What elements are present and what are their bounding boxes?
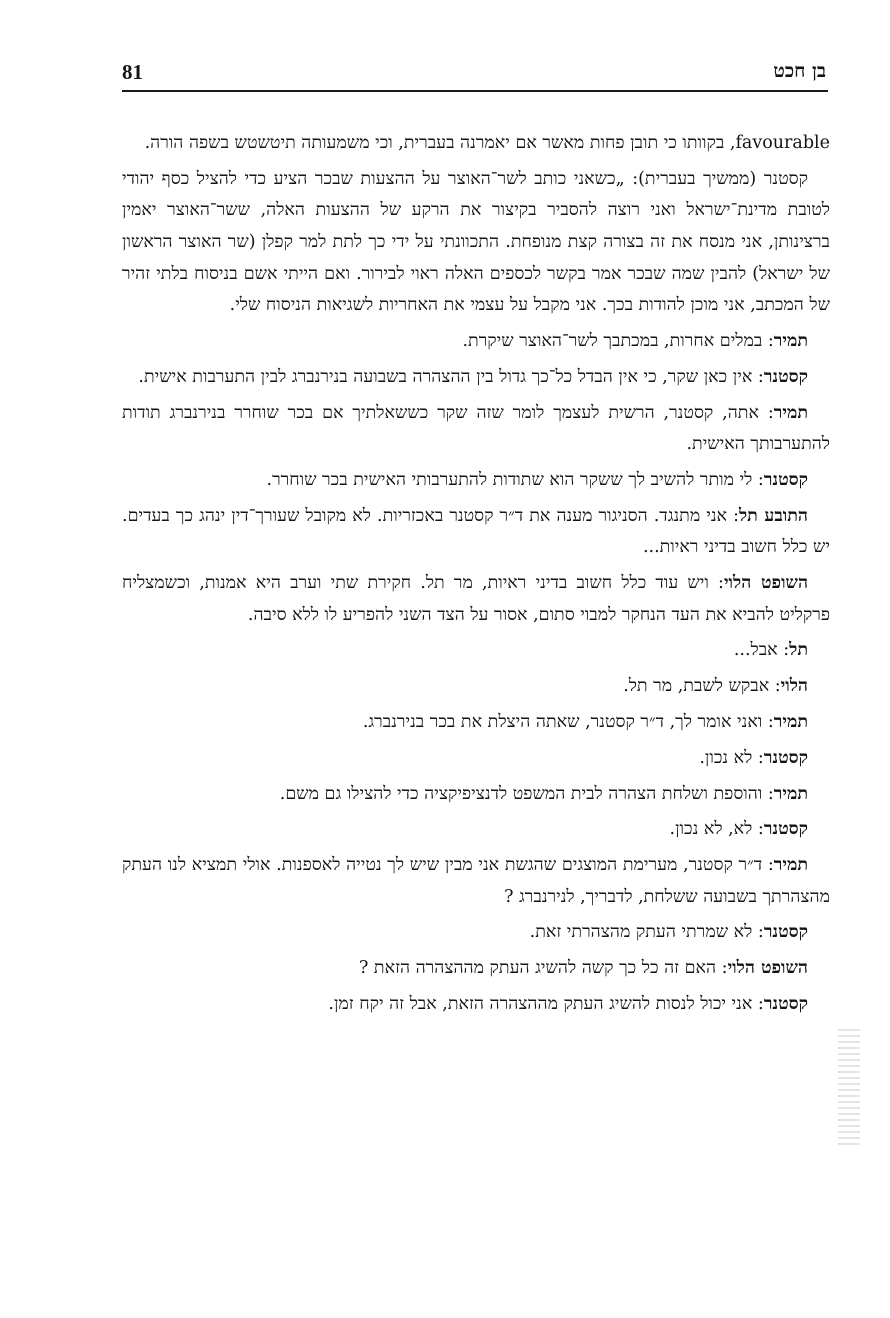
paragraph-9 [122,635,830,667]
paragraph-7 [122,501,830,564]
speaker-name: הלוי [780,676,808,697]
paragraph-text: : אני יכול לנסות להשיג העתק מההצהרה הזאת, אבל זה יקח זמן. [328,994,764,1015]
page-header [122,50,828,90]
speaker-name: קסטנר [763,922,808,943]
paragraph-2 [122,164,830,322]
paragraph-15 [122,850,830,913]
speaker-name: קסטנר [763,469,808,490]
paragraph-text: (ממשיך בעברית): „כשאני כותב לשר־האוצר על ההצעות שבכר הציע כדי להציל כסף יהודי לטובת מדינת־ישראל ואני רוצה להסביר בקיצור את הרקע של ההצעות האלה, ששר־האוצר יאמין ברצינותן, אני מנסח את זה בצורה קצת מנופחת. התכוונתי על ידי כך לתת למר קפלן (שר האוצר הראשון של ישראל) להבין שמה שבכר אמר בקשר לכספים האלה ראוי לבירור. ואם הייתי אשם בניסוח בלתי זהיר של המכתב, אני מוכן להודות בכך. אני מקבל על עצמי את האחריות לשגיאות הניסוח שלי. [122,168,830,316]
paragraph-18 [122,989,830,1021]
page-number: 81 [122,60,143,84]
paragraph-text: : לי מותר להשיב לך ששקר הוא שתודות להתערבותי האישית בכר שוחרר. [266,469,764,490]
speaker-name: קסטנר [763,366,808,387]
speaker-name: תמיר [773,330,808,351]
paragraph-4 [122,362,830,394]
scan-margin-mark [838,1025,860,1145]
speaker-name: קסטנר [763,994,808,1015]
paragraph-12 [122,743,830,775]
speaker-name: התובע תל [739,505,808,526]
paragraph-14 [122,814,830,846]
paragraph-text: : לא, לא נכון. [669,819,764,840]
paragraph-8 [122,568,830,631]
paragraph-text: : והוספת ושלחת הצהרה לבית המשפט לדנציפיקציה כדי להצילו גם משם. [279,783,774,804]
paragraph-text: : אין כאן שקר, כי אין הבדל כל־כך גדול בין ההצהרה בשבועה בנירנברג לבין התערבות אישית. [138,366,764,387]
speaker-name: קסטנר [763,819,808,840]
speaker-name: תמיר [773,711,808,732]
header-rule [122,90,828,92]
speaker-name: תמיר [773,402,808,423]
paragraph-17 [122,953,830,985]
paragraph-text: : אבל... [733,640,790,661]
speaker-name: קסטנר [763,168,808,189]
paragraph-text: : ויש עוד כלל חשוב בדיני ראיות, מר תל. חקירת שתי וערב היא אמנות, וכשמצליח פרקליט להביא את העד הנחקר למבוי סתום, אסור על הצד השני להפריע לו ללא סיבה. [122,573,830,625]
paragraph-text: : לא נכון. [699,747,764,768]
speaker-name: השופט הלוי [727,958,808,979]
speaker-name: תמיר [773,855,808,876]
paragraph-text: : אני מתנגד. הסניגור מענה את ד״ר קסטנר באכזריות. לא מקובל שעורך־דין ינהג כך בעדים. יש כלל חשוב בדיני ראיות... [122,505,830,558]
paragraph-3 [122,326,830,358]
paragraph-text: : האם זה כל כך קשה להשיג העתק מההצהרה הזאת ? [358,958,728,979]
paragraph-text: : ד״ר קסטנר, מערימת המוצגים שהגשת אני מבין שיש לך נטייה לאספנות. אולי תמציא לנו העתק מהצהרתך בשבועה ששלחת, לדבריך, לנירנברג ? [122,855,830,907]
paragraph-5 [122,398,830,461]
paragraph-text: : ואני אומר לך, ד״ר קסטנר, שאתה היצלת את בכר בנירנברג. [362,711,774,732]
speaker-name: קסטנר [763,747,808,768]
paragraph-6 [122,465,830,497]
paragraph-13 [122,779,830,811]
paragraph-1 [122,128,830,160]
paragraph-text: : במלים אחרות, במכתבך לשר־האוצר שיקרת. [462,330,774,351]
paragraph-10 [122,671,830,703]
paragraph-11 [122,707,830,739]
running-head: בן חכט [773,60,826,82]
speaker-name: תל [789,640,808,661]
paragraph-text: : אבקש לשבת, מר תל. [623,676,781,697]
body-text [122,128,830,1025]
paragraph-text: , בקוותו כי תובן פחות מאשר אם יאמרנה בעברית, וכי משמעותה תיטשטש בשפה הורה. [144,133,736,153]
speaker-name: תמיר [773,783,808,804]
paragraph-16 [122,917,830,949]
speaker-name: השופט הלוי [723,573,809,594]
foreign-word: favourable [735,133,830,153]
paragraph-text: : אתה, קסטנר, הרשית לעצמך לומר שזה שקר כששאלתיך אם בכר שוחרר בנירנברג תודות להתערבותך האישית. [122,402,830,455]
paragraph-text: : לא שמרתי העתק מהצהרתי זאת. [529,922,764,943]
